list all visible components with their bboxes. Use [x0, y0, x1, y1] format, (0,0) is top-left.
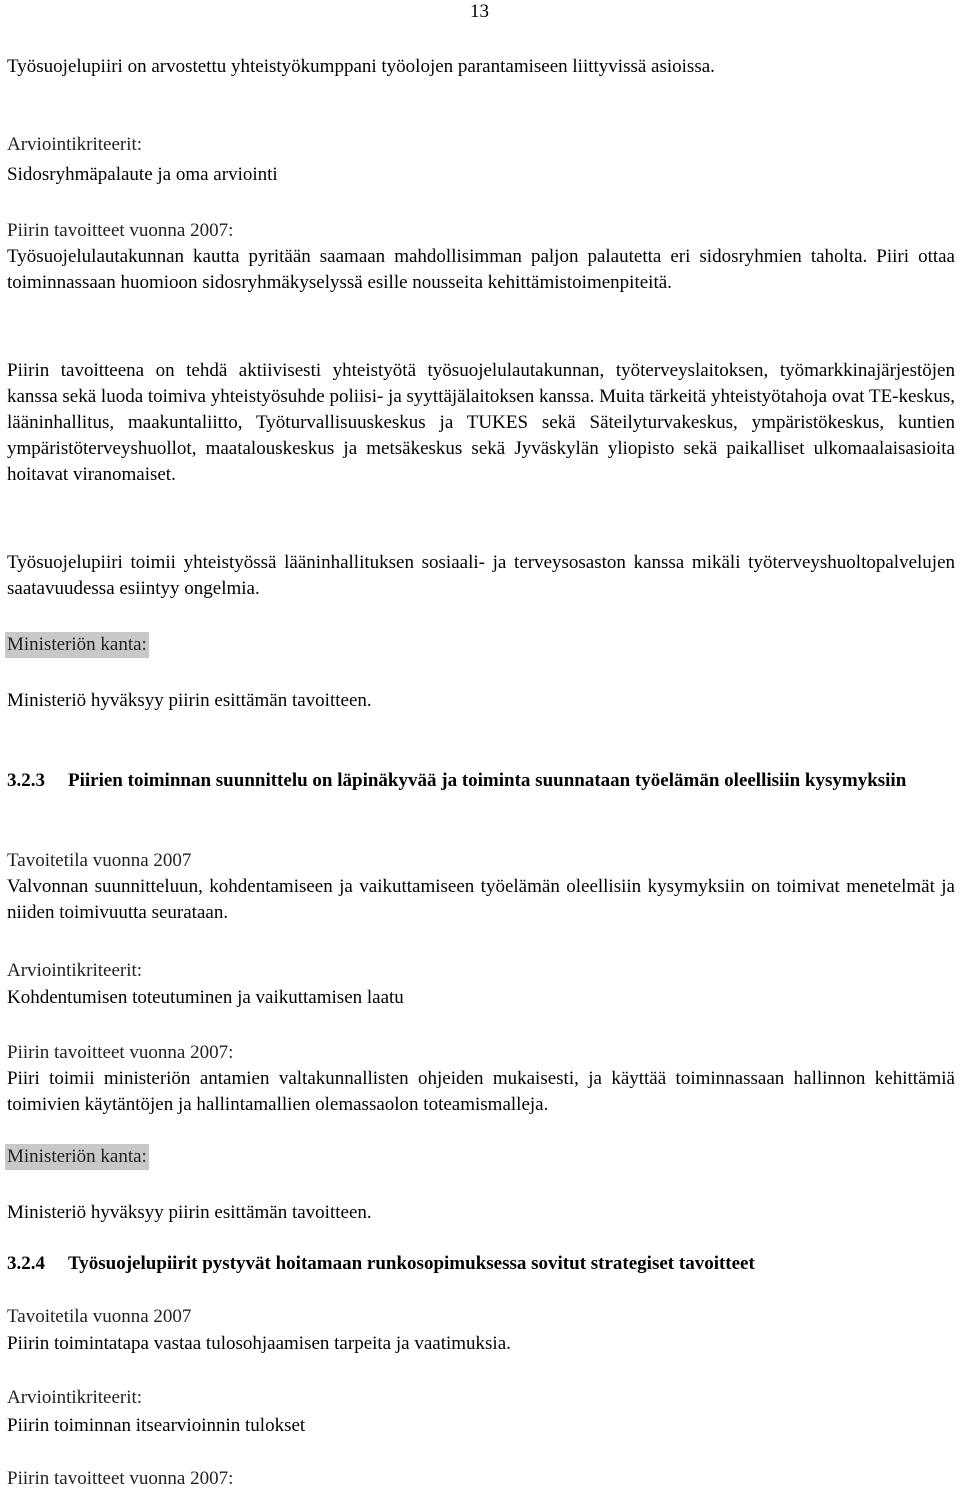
- criteria-label: Arviointikriteerit:: [7, 960, 143, 981]
- section-number: 3.2.4: [7, 1253, 45, 1274]
- criteria-label: Arviointikriteerit:: [7, 1387, 143, 1408]
- target-state-text: Piirin toimintatapa vastaa tulosohjaamisen tarpeita ja vaatimuksia.: [7, 1333, 511, 1354]
- ministry-position-label-wrap: [7, 1144, 955, 1170]
- ministry-position-text: Ministeriö hyväksyy piirin esittämän tavoitteen.: [7, 690, 372, 711]
- goals-label: Piirin tavoitteet vuonna 2007:: [7, 1042, 234, 1063]
- intro-paragraph: Työsuojelupiiri on arvostettu yhteistyökumppani työolojen parantamiseen liittyvissä asioissa.: [7, 56, 715, 77]
- goals-paragraph: Työsuojelupiiri toimii yhteistyössä lääninhallituksen sosiaali- ja terveysosaston kanssa mikäli työterveyshuoltopalvelujen saatavuudessa esiintyy ongelmia.: [7, 552, 955, 599]
- criteria-text: Piirin toiminnan itsearvioinnin tulokset: [7, 1415, 306, 1436]
- goals-label: Piirin tavoitteet vuonna 2007:: [7, 1468, 234, 1489]
- ministry-position-label: Ministeriön kanta:: [5, 632, 149, 658]
- target-state-label: Tavoitetila vuonna 2007: [7, 1306, 192, 1327]
- criteria-text: Sidosryhmäpalaute ja oma arviointi: [7, 164, 278, 185]
- section-heading-3-2-3: [7, 768, 955, 794]
- ministry-position-text: Ministeriö hyväksyy piirin esittämän tavoitteen.: [7, 1202, 372, 1223]
- goals-label: Piirin tavoitteet vuonna 2007:: [7, 220, 234, 241]
- section-heading-3-2-4: [7, 1251, 955, 1277]
- target-state-label: Tavoitetila vuonna 2007: [7, 850, 192, 871]
- goals-paragraph: Piiri toimii ministeriön antamien valtakunnallisten ohjeiden mukaisesti, ja käyttää toiminnassaan hallinnon kehittämiä toimivien käytäntöjen ja hallintamallien olemassaolon toteamismalleja.: [7, 1068, 955, 1115]
- section-title: Piirien toiminnan suunnittelu on läpinäkyvää ja toiminta suunnataan työelämän oleellisiin kysymyksiin: [68, 770, 907, 791]
- section-number: 3.2.3: [7, 770, 45, 791]
- ministry-position-label: Ministeriön kanta:: [5, 1144, 149, 1170]
- goals-paragraph: Työsuojelulautakunnan kautta pyritään saamaan mahdollisimman paljon palautetta eri sidosryhmien taholta. Piiri ottaa toiminnassaan huomioon sidosryhmäkyselyssä esille nousseita kehittämistoimenpiteitä.: [7, 246, 955, 293]
- criteria-text: Kohdentumisen toteutuminen ja vaikuttamisen laatu: [7, 987, 404, 1008]
- page-number: 13: [470, 1, 489, 22]
- ministry-position-label-wrap: [7, 632, 955, 658]
- target-state-text: Valvonnan suunnitteluun, kohdentamiseen ja vaikuttamiseen työelämän oleellisiin kysymyksiin on toimivat menetelmät ja niiden toimivuutta seurataan.: [7, 876, 955, 923]
- criteria-label: Arviointikriteerit:: [7, 134, 143, 155]
- section-title: Työsuojelupiirit pystyvät hoitamaan runkosopimuksessa sovitut strategiset tavoitteet: [68, 1253, 755, 1274]
- goals-paragraph: Piirin tavoitteena on tehdä aktiivisesti yhteistyötä työsuojelulautakunnan, työterveyslaitoksen, työmarkkinajärjestöjen kanssa sekä luoda toimiva yhteistyösuhde poliisi- ja syyttäjälaitoksen kanssa. Muita tärkeitä yhteistyötahoja ovat TE-keskus, lääninhallitus, maakuntaliitto, Työturvallisuuskeskus ja TUKES sekä Säteilyturvakeskus, ympäristökeskus, kuntien ympäristöterveyshuollot, maatalouskeskus ja metsäkeskus sekä Jyväskylän yliopisto sekä paikalliset ulkomaalaisasioita hoitavat viranomaiset.: [7, 360, 955, 485]
